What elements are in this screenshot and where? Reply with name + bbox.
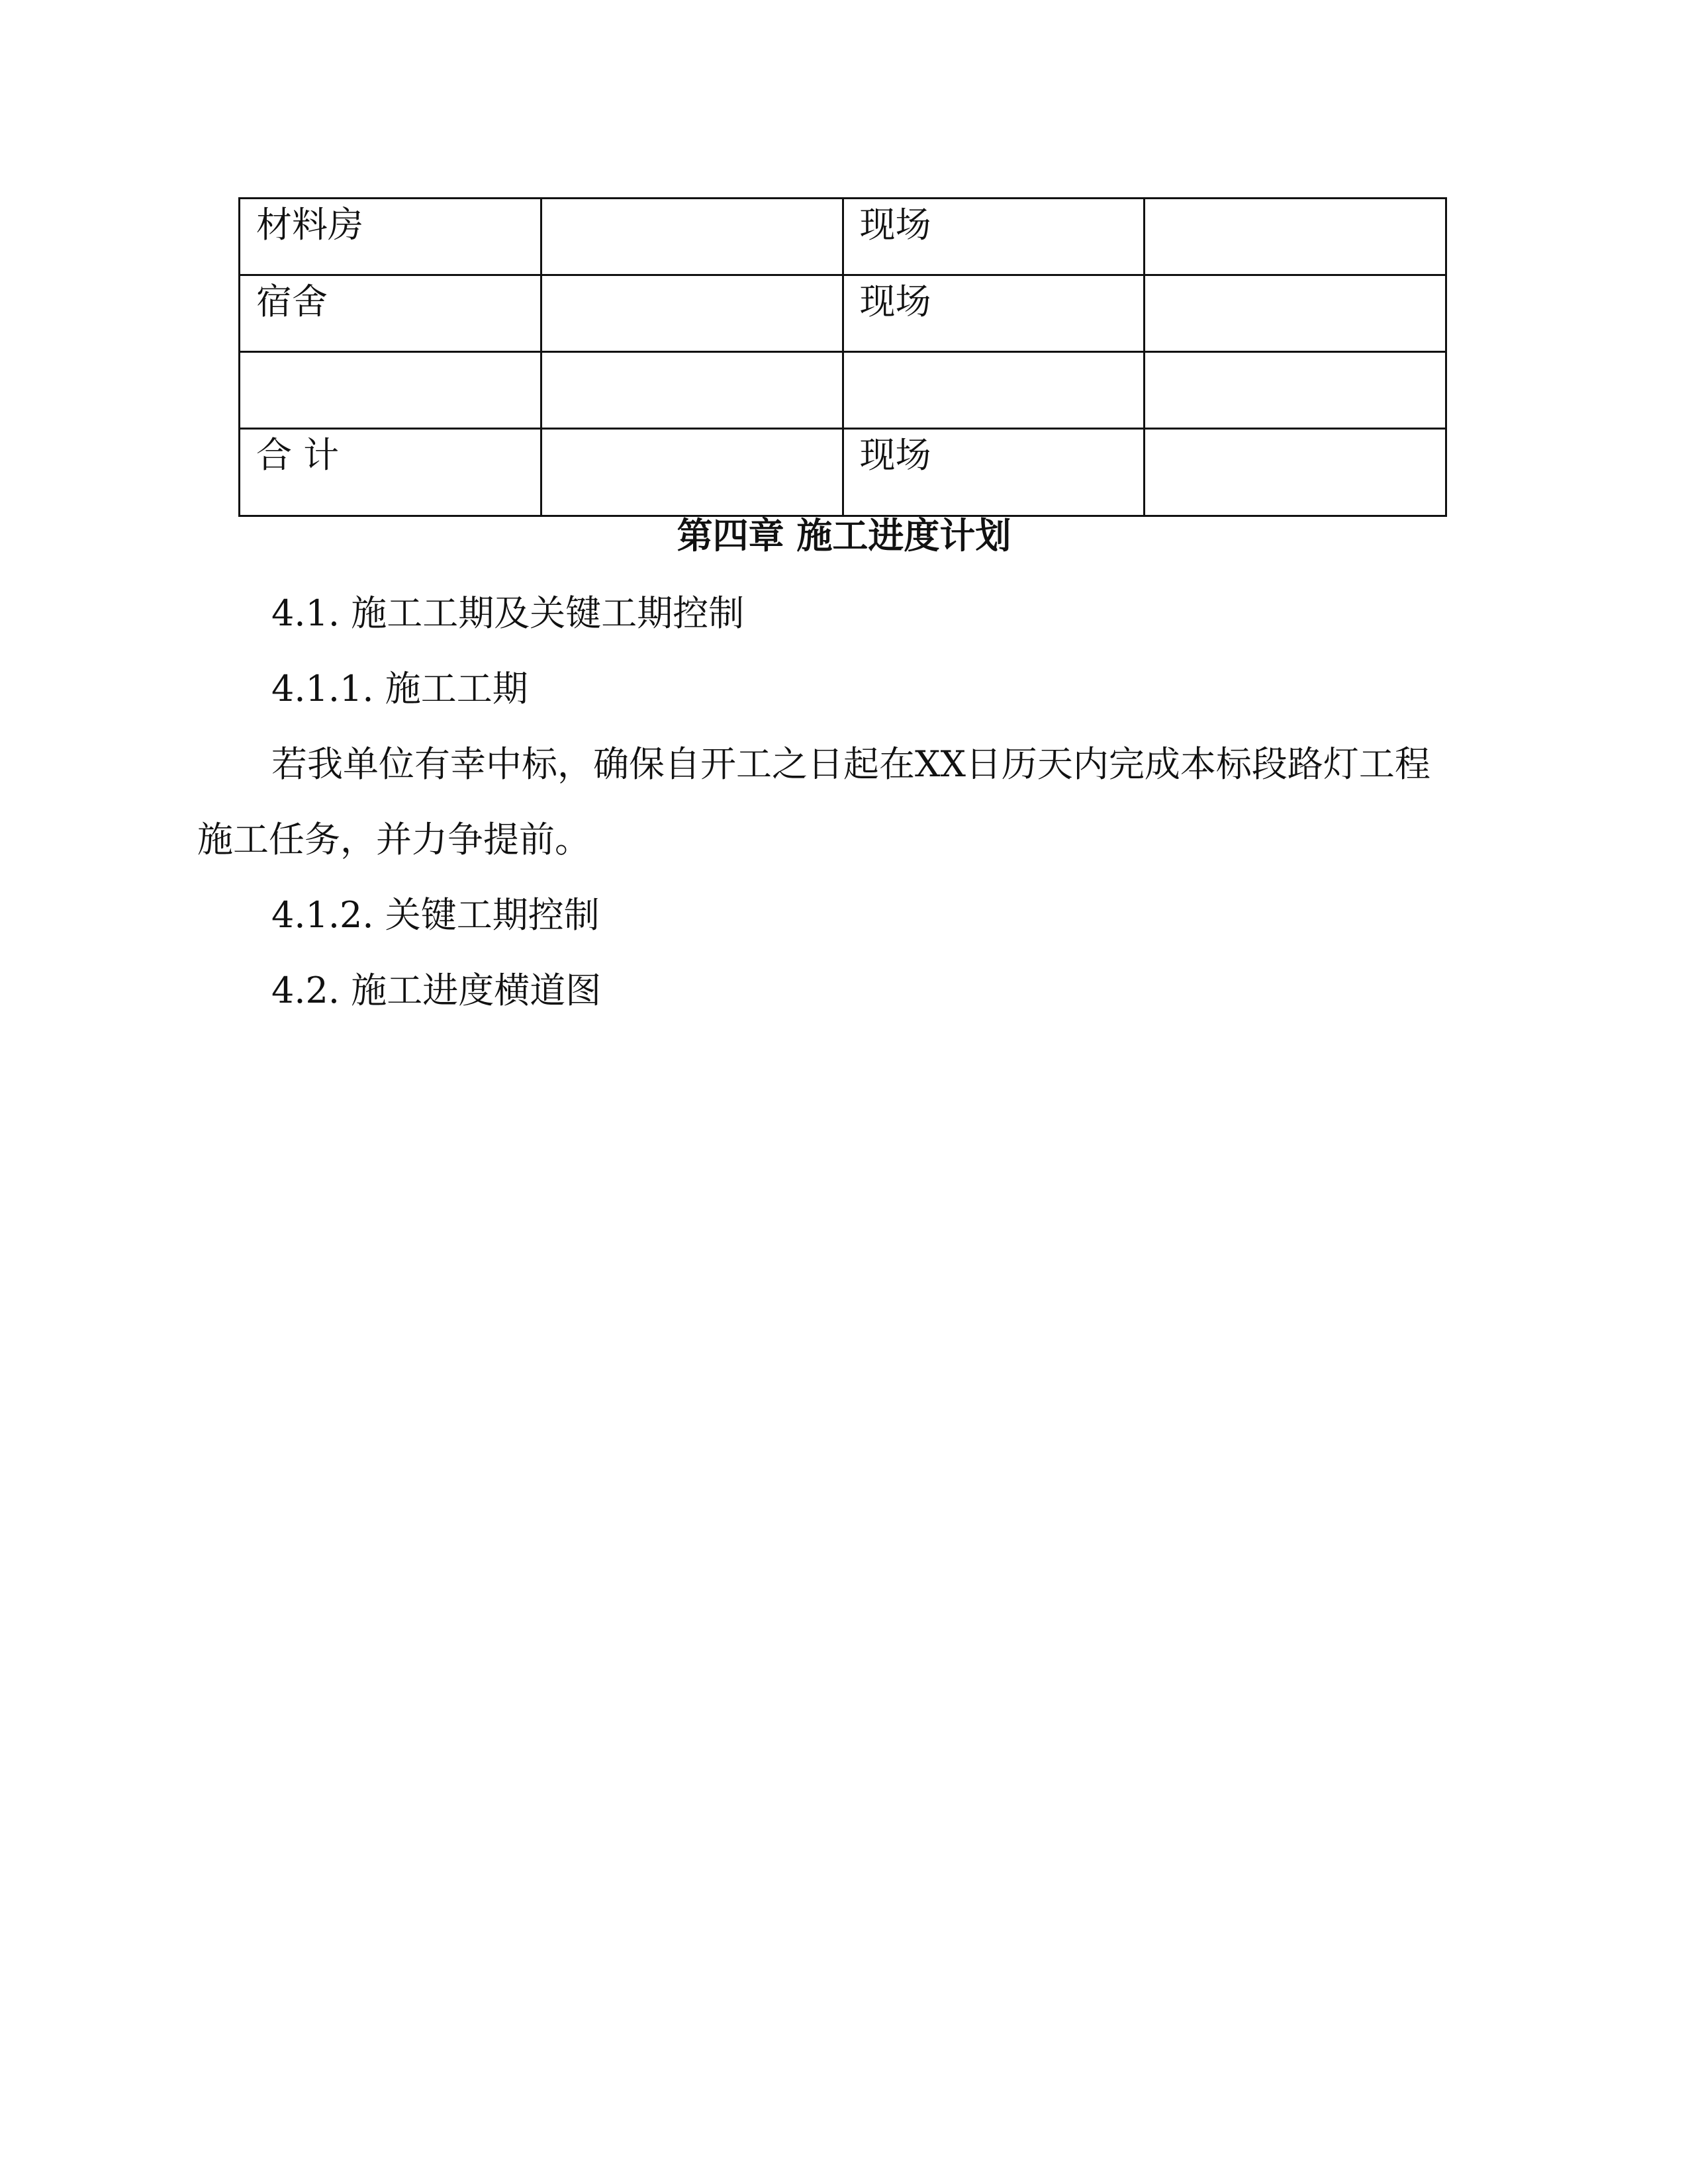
- table-cell: 宿舍: [240, 275, 541, 352]
- section-heading-4-1: 4.1. 施工工期及关键工期控制: [271, 592, 745, 634]
- facilities-table: [238, 197, 1447, 517]
- table-cell: [541, 352, 843, 429]
- table-cell: [1145, 199, 1446, 275]
- table-row: [240, 352, 1446, 429]
- table-cell: [240, 352, 541, 429]
- section-heading-4-1-2: 4.1.2. 关键工期控制: [271, 894, 600, 936]
- table-cell: [1145, 352, 1446, 429]
- table-cell: [1145, 275, 1446, 352]
- table-cell: 材料房: [240, 199, 541, 275]
- table-cell: 现场: [843, 429, 1145, 516]
- table-cell: 合 计: [240, 429, 541, 516]
- table-cell: [843, 352, 1145, 429]
- table-row: [240, 429, 1446, 516]
- table-cell: [541, 275, 843, 352]
- table-row: [240, 275, 1446, 352]
- table-cell: [541, 429, 843, 516]
- paragraph-line: 若我单位有幸中标，确保自开工之日起在XX日历天内完成本标段路灯工程: [271, 743, 1430, 785]
- table-row: [240, 199, 1446, 275]
- table-cell: [541, 199, 843, 275]
- section-heading-4-1-1: 4.1.1. 施工工期: [271, 668, 528, 709]
- section-heading-4-2: 4.2. 施工进度横道图: [271, 970, 602, 1011]
- table-cell: [1145, 429, 1446, 516]
- paragraph-line: 施工任务，并力争提前。: [197, 819, 590, 860]
- table-cell: 现场: [843, 275, 1145, 352]
- table-cell: 现场: [843, 199, 1145, 275]
- chapter-title: 第四章 施工进度计划: [677, 514, 1011, 557]
